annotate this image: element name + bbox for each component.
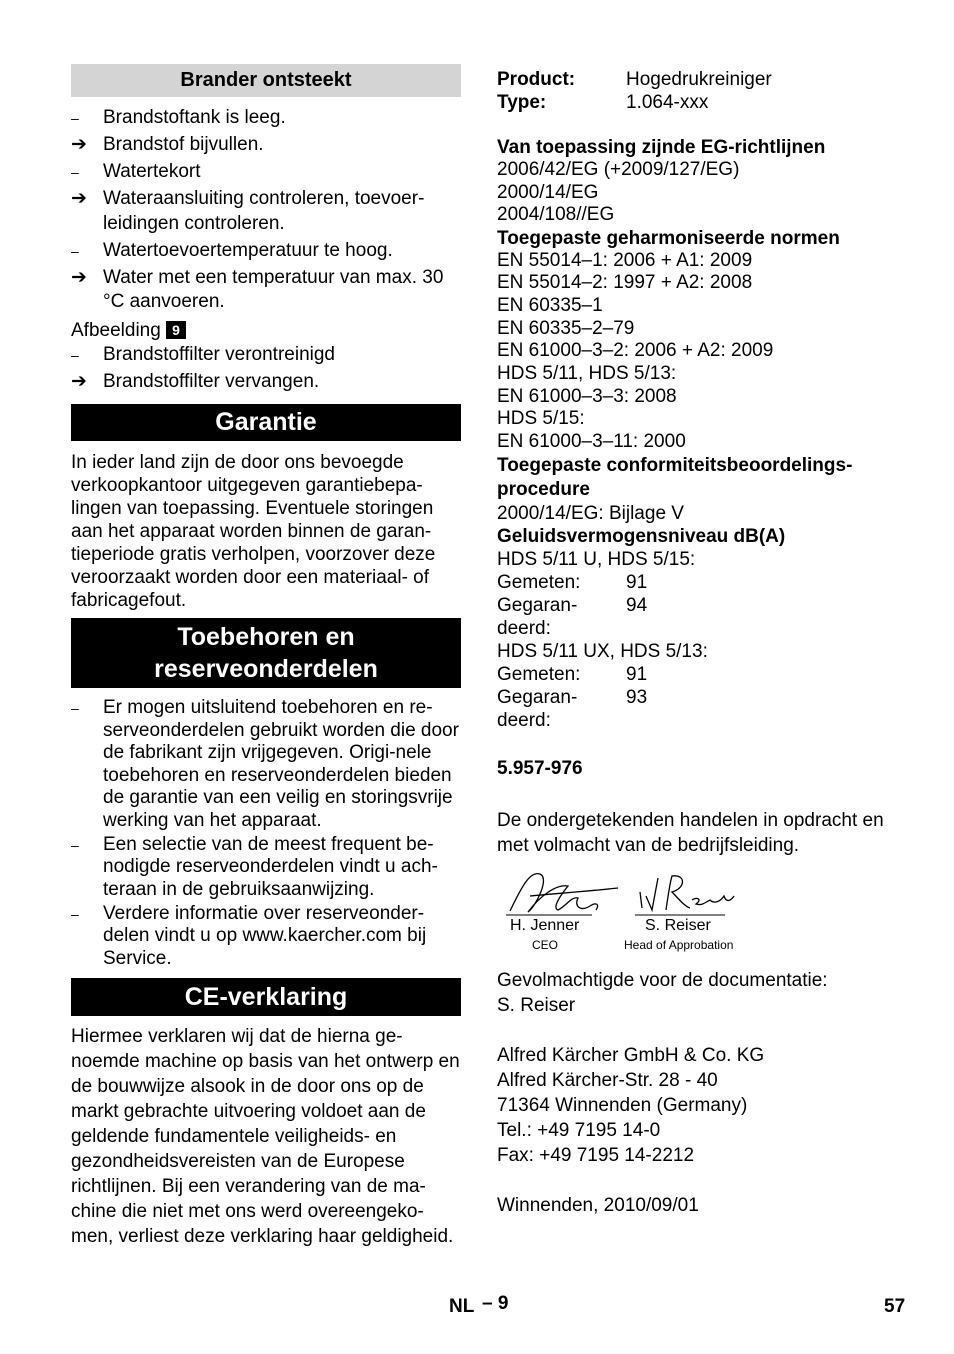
list-item [71,834,461,902]
measured-value: 91 [626,571,648,593]
text-line: EN 60335–2–79 [497,317,635,339]
list-item [71,133,461,158]
dash-marker: – [71,110,79,126]
figure-number-badge: 9 [166,321,186,339]
reiser-signature [640,876,734,910]
text-line: Fax: +49 7195 14-2212 [497,1145,695,1166]
type-label: Type: [497,92,547,113]
figure-ref-label: Afbeelding [71,319,161,341]
directives-heading: Van toepassing zijnde EG-richtlijnen [497,137,826,158]
right-column [497,68,917,858]
arrow-right-icon: ➔ [71,370,87,392]
text-line: 2000/14/EG [497,181,599,203]
text-line: Alfred Kärcher GmbH & Co. KG [497,1045,765,1066]
ce-text: Hiermee verklaren wij dat de hierna ge-noemde machine op basis van het ontwerp en de bouwwijze alsook in de door ons op de markt gebrachte uitvoering voldoet aan de geldende fundamentele veiligheids- en gezondheidsvereisten van de Europese richtlijnen. Bij een verandering van de ma-chine die niet met ons werd overeengeko-men, verliest deze verklaring haar geldigheid. [71,1026,460,1247]
place-date: Winnenden, 2010/09/01 [497,1195,699,1216]
list-item-text: Brandstoftank is leeg. [103,107,286,128]
figure-reference [71,318,461,343]
measured-label: Gemeten: [497,663,581,685]
text-line: 2006/42/EG (+2009/127/EG) [497,159,740,180]
noise-heading: Geluidsvermogensniveau dB(A) [497,525,786,547]
fault-heading: Brander ontsteekt [71,64,461,97]
text-line: Tel.: +49 7195 14-0 [497,1120,661,1141]
text-line: 71364 Winnenden (Germany) [497,1095,748,1116]
noise-models: HDS 5/11 UX, HDS 5/13: [497,640,708,662]
doc-authorized-label: Gevolmachtigde voor de documentatie: [497,970,828,991]
text-line: HDS 5/15: [497,408,585,430]
norms-list [497,250,917,454]
arrow-right-icon: ➔ [71,266,87,288]
directives-list [497,159,917,227]
list-item [71,106,461,131]
noise-models: HDS 5/11 U, HDS 5/15: [497,548,696,570]
dash-marker: – [71,700,79,716]
list-item-text: Brandstof bijvullen. [103,134,264,155]
list-item-text: Water met een temperatuur van max. 30 °C aanvoeren. [103,266,444,312]
text-line: 2004/108//EG [497,204,615,225]
signature-block [500,866,760,956]
warranty-heading: Garantie [71,404,461,441]
guaranteed-label: Gegaran-deerd: [497,686,578,731]
text-line: EN 60335–1 [497,294,603,316]
list-item [71,697,461,832]
type-value: 1.064-xxx [626,92,709,113]
warranty-text: In ieder land zijn de door ons bevoegde verkoopkantoor uitgegeven garantiebepa-lingen van toepassing. Eventuele storingen aan het apparaat worden binnen de garan-tieperiode gratis verholpen, voorzover deze veroorzaakt worden door een materiaal- of fabricagefout. [71,452,436,611]
dash-marker: – [71,346,79,363]
arrow-right-icon: ➔ [71,188,87,209]
text-line: EN 61000–3–11: 2000 [497,431,686,453]
signer1-name: H. Jenner [510,917,580,934]
measured-label: Gemeten: [497,571,581,593]
list-item-text: Er mogen uitsluitend toebehoren en re-serveonderdelen gebruikt worden die door de fabrikant zijn vrijgegeven. Origi-nele toebehoren en reserveonderdelen bieden de garantie van een veilig en storingsvrije werking van het apparaat. [103,697,459,831]
measured-row [497,571,917,594]
dash-marker: – [71,164,79,180]
accessories-list [71,697,461,970]
footer-language: NL [449,1296,475,1317]
list-item [71,160,461,185]
list-item-text: Brandstoffilter vervangen. [103,370,320,392]
jenner-signature [510,874,618,912]
fault-list [71,106,461,315]
arrow-right-icon: ➔ [71,134,87,155]
accessories-heading-text: Toebehoren en reserveonderdelen [154,623,378,683]
noise-groups [497,548,917,732]
signer2-title: Head of Approbation [624,938,734,952]
product-value: Hogedrukreiniger [626,69,772,90]
list-item-text: Watertoevoertemperatuur te hoog. [103,239,393,261]
text-line: EN 55014–2: 1997 + A2: 2008 [497,272,753,294]
accessories-heading [71,618,461,688]
footer-page-number: 57 [884,1296,906,1317]
list-item-text: Wateraansluiting controleren, toevoer-leidingen controleren. [103,188,425,234]
list-item [71,266,461,315]
list-item [71,187,461,236]
fault-list-2 [71,343,461,395]
norms-heading: Toegepaste geharmoniseerde normen [497,227,840,249]
text-line: EN 61000–3–3: 2008 [497,385,677,407]
dash-marker: – [71,836,79,853]
guaranteed-row [497,594,917,640]
measured-row [497,663,917,686]
document-number: 5.957-976 [497,757,583,779]
ce-heading: CE-verklaring [71,978,461,1016]
text-line: EN 55014–1: 2006 + A1: 2009 [497,249,753,271]
footer-section-page: – 9 [482,1293,509,1314]
guaranteed-row [497,686,917,732]
list-item [71,903,461,971]
measured-value: 91 [626,663,648,685]
product-label: Product: [497,69,576,90]
list-item [71,239,461,264]
list-item-text: Verdere informatie over reserveonder-delen vindt u op www.kaercher.com bij Service. [103,902,427,969]
right-lower [497,968,917,1218]
procedure-heading: Toegepaste conformiteitsbeoordelings-procedure [497,454,853,500]
type-row [497,91,917,114]
signers-statement: De ondergetekenden handelen in opdracht en met volmacht van de bedrijfsleiding. [497,809,884,856]
list-item [71,343,461,368]
procedure-value: 2000/14/EG: Bijlage V [497,502,684,524]
text-line: EN 61000–3–2: 2006 + A2: 2009 [497,340,774,362]
list-item-text: Een selectie van de meest frequent be-nodigde reserveonderdelen vindt u ach-teraan in de gebruiksaanwijzing. [103,833,438,900]
left-column [71,64,461,1249]
product-row [497,68,917,91]
list-item-text: Watertekort [103,161,201,182]
text-line: Alfred Kärcher-Str. 28 - 40 [497,1070,718,1091]
dash-marker: – [71,905,79,922]
signer1-title: CEO [532,938,559,952]
text-line: HDS 5/11, HDS 5/13: [497,363,677,385]
dash-marker: – [71,242,79,259]
signer2-name: S. Reiser [645,917,711,934]
guaranteed-value: 93 [626,686,648,708]
list-item [71,370,461,395]
guaranteed-value: 94 [626,594,648,616]
guaranteed-label: Gegaran-deerd: [497,594,578,639]
company-address [497,1043,917,1168]
list-item-text: Brandstoffilter verontreinigd [103,343,335,365]
doc-authorized-name: S. Reiser [497,995,576,1016]
